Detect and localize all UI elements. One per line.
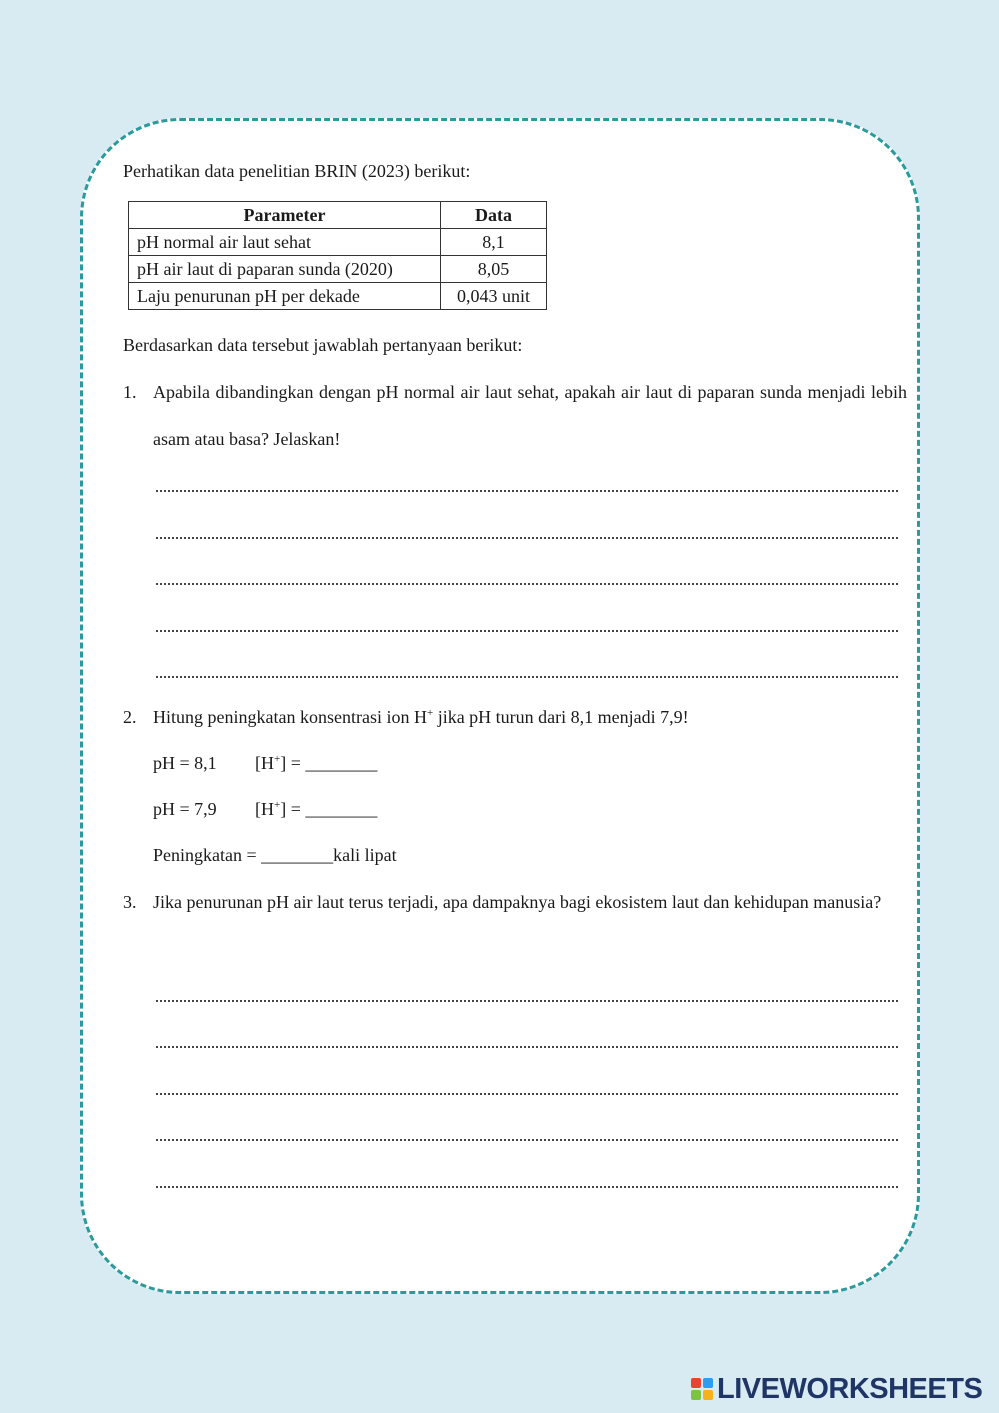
question-3-number: 3. [123,892,137,912]
row-parameter: Laju penurunan pH per dekade [129,283,441,310]
row-parameter: pH air laut di paparan sunda (2020) [129,256,441,283]
question-1-number: 1. [123,382,137,402]
question-3-text: Jika penurunan pH air laut terus terjadi, apa dampaknya bagi ekosistem laut dan kehidupan manusia? [153,892,882,912]
table-row [129,229,547,256]
table-header-row [129,202,547,229]
row-value: 8,1 [441,229,547,256]
liveworksheets-logo-icon [691,1378,713,1400]
q2-increase-line[interactable]: Peningkatan = ________kali lipat [153,845,397,865]
q2-h-blank[interactable]: [H+] = ________ [255,753,378,773]
answer-line-q3[interactable] [156,1000,898,1002]
answer-line-q3[interactable] [156,1139,898,1141]
question-1-text: Apabila dibandingkan dengan pH normal air laut sehat, apakah air laut di paparan sunda menjadi lebih asam atau basa? Jelaskan! [153,382,907,449]
answer-line-q3[interactable] [156,1093,898,1095]
logo-square [703,1378,713,1388]
logo-square [703,1390,713,1400]
q2-line-2 [153,798,377,820]
q2-text-sup: + [426,707,434,719]
answer-line-q3[interactable] [156,1046,898,1048]
header-parameter: Parameter [129,202,441,229]
table-row [129,256,547,283]
header-data: Data [441,202,547,229]
q2-line-1 [153,752,377,774]
q2-text-part: Hitung peningkatan konsentrasi ion H [153,707,427,727]
intro-text: Perhatikan data penelitian BRIN (2023) berikut: [123,161,471,181]
table-row [129,283,547,310]
answer-line-q1[interactable] [156,630,898,632]
instruction-text: Berdasarkan data tersebut jawablah pertanyaan berikut: [123,335,523,355]
answer-line-q1[interactable] [156,537,898,539]
answer-line-q1[interactable] [156,583,898,585]
answer-line-q1[interactable] [156,490,898,492]
question-2-text [153,706,689,728]
row-parameter: pH normal air laut sehat [129,229,441,256]
q2-ph-label: pH = 8,1 [153,753,217,773]
q2-h-blank[interactable]: [H+] = ________ [255,799,378,819]
q2-ph-label: pH = 7,9 [153,799,217,819]
row-value: 0,043 unit [441,283,547,310]
liveworksheets-logo [691,1372,982,1406]
logo-square [691,1390,701,1400]
answer-line-q1[interactable] [156,676,898,678]
q2-text-part: jika pH turun dari 8,1 menjadi 7,9! [433,707,689,727]
answer-line-q3[interactable] [156,1186,898,1188]
data-table [128,201,547,310]
logo-square [691,1378,701,1388]
logo-text: LIVEWORKSHEETS [717,1372,983,1405]
row-value: 8,05 [441,256,547,283]
question-2-number: 2. [123,707,137,727]
